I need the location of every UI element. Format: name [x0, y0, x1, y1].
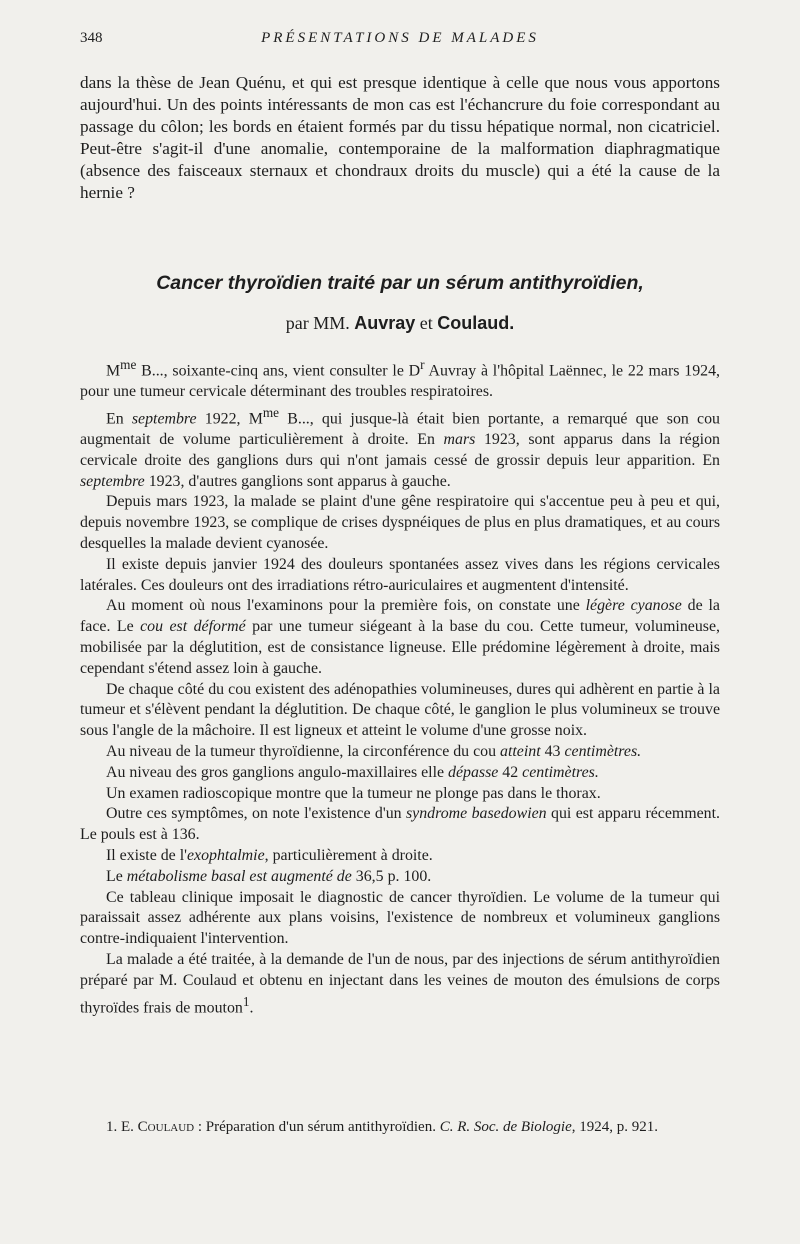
article-title: Cancer thyroïdien traité par un sérum antithyroïdien,: [156, 272, 644, 294]
byline-prefix: par MM.: [285, 313, 350, 333]
article-body: [80, 355, 720, 1019]
paragraph-1: $M^{me}$ B..., soixante-cinq ans, vient consulter le $D^r$ Auvray à l'hôpital Laënnec, le 22 mars 1924, pour une tumeur cervicale déterminant des troubles respiratoires.: [80, 357, 721, 401]
paragraph-9: Un examen radioscopique montre que la tumeur ne plonge pas dans le thorax.: [106, 784, 601, 802]
author-1: Auvray: [354, 313, 416, 333]
page-number: 348: [80, 30, 103, 46]
running-header: [80, 30, 720, 48]
footnote-journal: C. R. Soc. de Biologie: [439, 1119, 572, 1135]
paragraph-5: Au moment où nous l'examinons pour la première fois, on constate une légère cyanose de la face. Le cou est déformé par une tumeur siégeant à la base du cou. Cette tumeur, volumineuse, mobilisée par la déglutition, est de consistance ligneuse. Elle prédomine légèrement à droite, mais cependant s'étend assez loin à gauche.: [80, 597, 720, 677]
paragraph-3: Depuis mars 1923, la malade se plaint d'une gêne respiratoire qui s'accentue peu à peu et qui, depuis novembre 1923, se complique de crises dyspnéiques de plus en plus dramatiques, et au cours desquelles la malade devient cyanosée.: [80, 493, 720, 552]
footnote: 1. E. Coulaud : Préparation d'un sérum antithyroïdien. C. R. Soc. de Biologie, 1924, p. 921.: [106, 1119, 659, 1135]
footnote-author: Coulaud: [137, 1119, 195, 1135]
running-title: PRÉSENTATIONS DE MALADES: [261, 30, 539, 46]
footnote-marker: 1: [242, 993, 250, 1009]
paragraph-4: Il existe depuis janvier 1924 des douleurs spontanées assez vives dans les régions cervicales latérales. Ces douleurs ont des irradiations rétro-auriculaires et augmentent d'intensité.: [80, 555, 720, 594]
paragraph-10: Outre ces symptômes, on note l'existence d'un syndrome basedowien qui est apparu récemment. Le pouls est à 136.: [80, 805, 720, 844]
paragraph-8: Au niveau des gros ganglions angulo-maxillaires elle dépasse 42 centimètres.: [106, 763, 599, 781]
intro-paragraph: dans la thèse de Jean Quénu, et qui est presque identique à celle que nous vous apportons aujourd'hui. Un des points intéressants de mon cas est l'échancrure du foie correspondant au passage du côlon; les bords en étaient formés par du tissu hépatique normal, non cicatriciel. Peut-être s'agit-il d'une anomalie, contemporaine de la malformation diaphragmatique (absence des faisceaux sternaux et chondraux droits du muscle) qui a été la cause de la hernie ?: [80, 73, 720, 203]
paragraph-7: Au niveau de la tumeur thyroïdienne, la circonférence du cou atteint 43 centimètres.: [106, 742, 642, 760]
paragraph-12: Le métabolisme basal est augmenté de 36,5 p. 100.: [106, 867, 432, 885]
paragraph-11: Il existe de l'exophtalmie, particulièrement à droite.: [106, 846, 433, 864]
byline-and: et: [419, 313, 433, 333]
author-2: Coulaud.: [437, 313, 515, 333]
paragraph-14: La malade a été traitée, à la demande de l'un de nous, par des injections de sérum antithyroïdien préparé par M. Coulaud et obtenu en injectant dans les veines de mouton des émulsions de corps thyroïdes frais de mouton$^1$.: [80, 950, 720, 1016]
byline: [80, 313, 720, 334]
paragraph-2: En septembre 1922, $M^{me}$ B..., qui jusque-là était bien portante, a remarqué que son cou augmentait de volume particulièrement à droite. En mars 1923, sont apparus dans la région cervicale droite des ganglions durs qui n'ont jamais cessé de grossir depuis leur apparition. En septembre 1923, d'autres ganglions sont apparus à gauche.: [80, 404, 720, 490]
paragraph-6: De chaque côté du cou existent des adénopathies volumineuses, dures qui adhèrent en partie à la tumeur et s'élèvent pendant la déglutition. De chaque côté, le ganglion le plus volumineux se trouve sous l'angle de la mâchoire. Il est ligneux et atteint le volume d'une grosse noix.: [80, 680, 720, 740]
paragraph-13: Ce tableau clinique imposait le diagnostic de cancer thyroïdien. Le volume de la tumeur qui paraissait assez adhérente aux plans voisins, l'existence de nombreux et volumineux ganglions contre-indiquaient l'intervention.: [80, 888, 720, 948]
